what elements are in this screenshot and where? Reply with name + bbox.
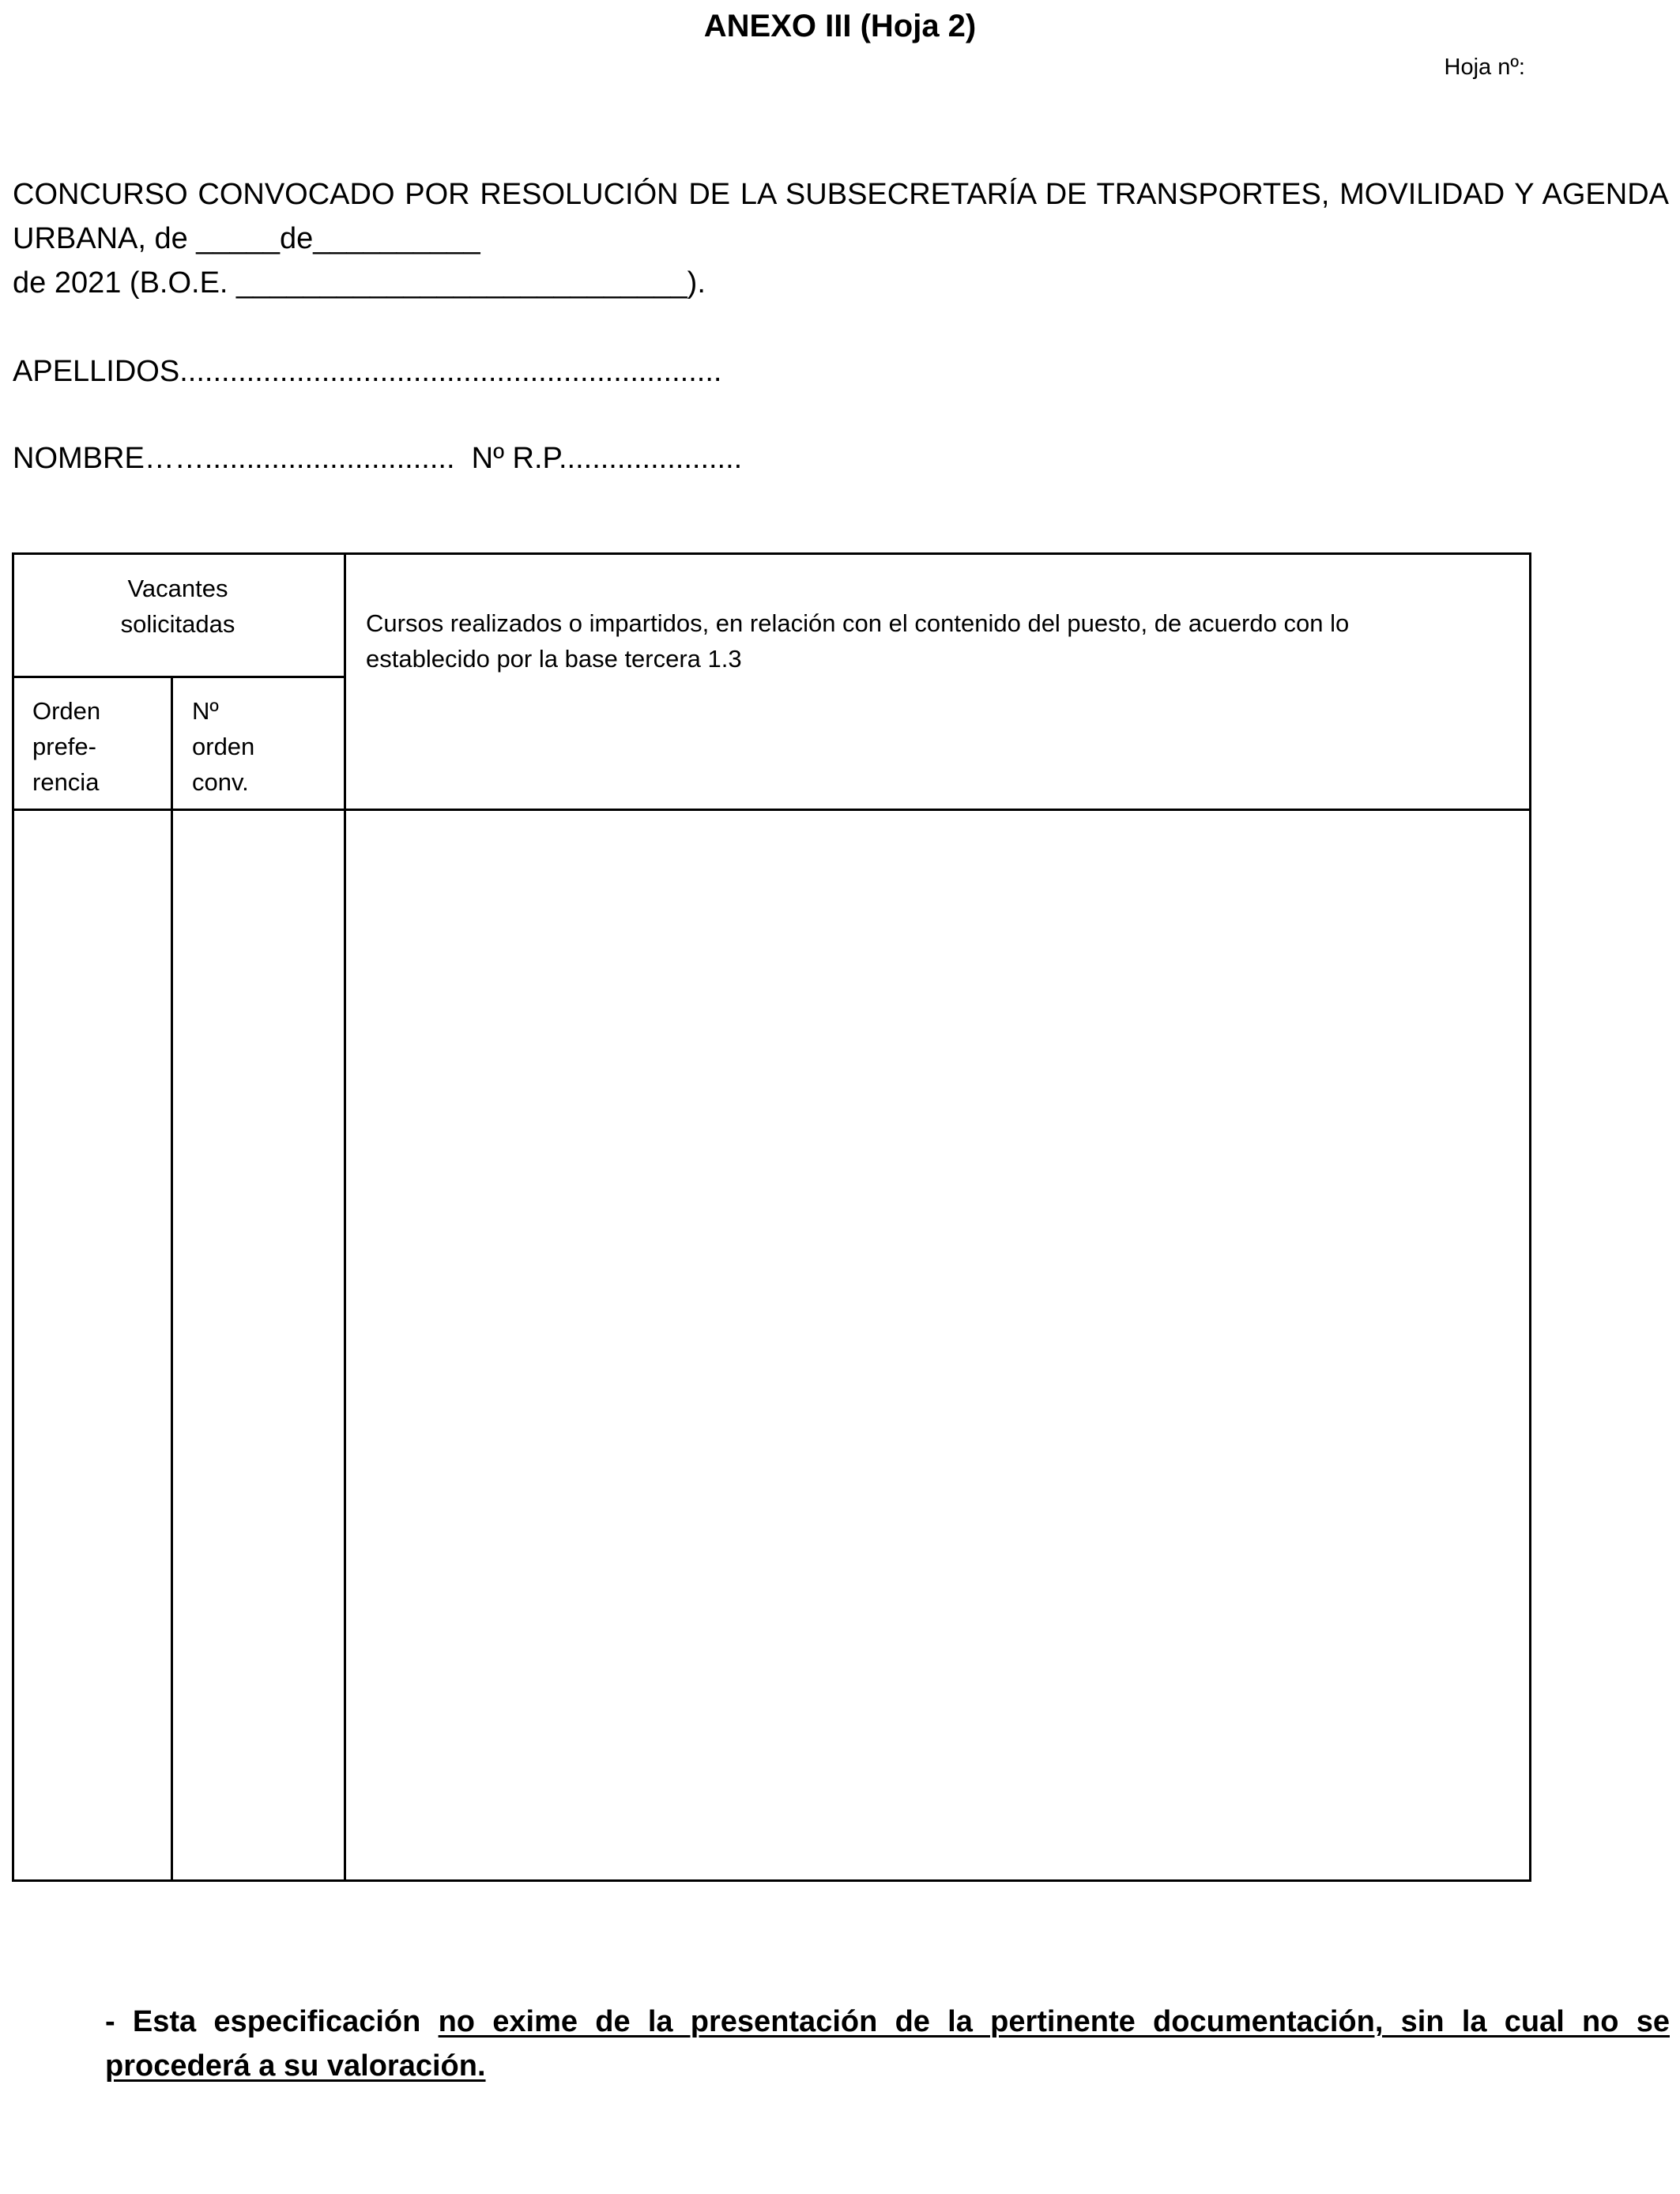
vacantes-subheader-separator [12, 676, 346, 678]
sheet-number-label: Hoja nº: [1444, 55, 1525, 80]
numero-header-line-1: Nº [192, 697, 219, 725]
numero-header-line-2: orden [192, 733, 255, 760]
orden-header-line-3: rencia [32, 768, 100, 796]
orden-header-line-2: prefe- [32, 733, 96, 760]
note-underlined: no exime de la presentación de la pertinente documentación, sin la cual no se procederá a su valoración. [105, 2005, 1670, 2083]
orden-header-line-1: Orden [32, 697, 101, 725]
convocatoria-line-2: URBANA, de _____de__________ [13, 222, 480, 255]
cursos-cell[interactable] [346, 811, 1529, 1879]
convocatoria-line-3: de 2021 (B.O.E. ___________________________). [13, 266, 706, 300]
convocatoria-block [13, 172, 1669, 305]
page-title: ANEXO III (Hoja 2) [703, 9, 977, 43]
orden-preferencia-cell[interactable] [14, 811, 171, 1879]
table-border-right [1529, 552, 1531, 1882]
cursos-header: Cursos realizados o impartidos, en relación con el contenido del puesto, de acuerdo con lo establecido por la base tercera 1.3 [366, 609, 1350, 673]
numero-orden-header [192, 693, 254, 800]
vacantes-header: Vacantes solicitadas [120, 575, 235, 638]
apellidos-field[interactable]: APELLIDOS................................................................. [13, 355, 722, 388]
table-border-bottom [12, 1879, 1531, 1882]
numero-orden-cell[interactable] [173, 811, 344, 1879]
numero-header-line-3: conv. [192, 768, 249, 796]
convocatoria-line-1: CONCURSO CONVOCADO POR RESOLUCIÓN DE LA SUBSECRETARÍA DE TRANSPORTES, MOVILIDAD Y AGENDA [13, 178, 1669, 211]
nombre-field[interactable]: NOMBRE…….............................. Nº R.P...................... [13, 442, 743, 475]
table-border-top [12, 552, 1531, 555]
orden-preferencia-header [32, 693, 100, 800]
note-prefix: - Esta especificación [105, 2005, 439, 2038]
footer-note [105, 2000, 1670, 2088]
